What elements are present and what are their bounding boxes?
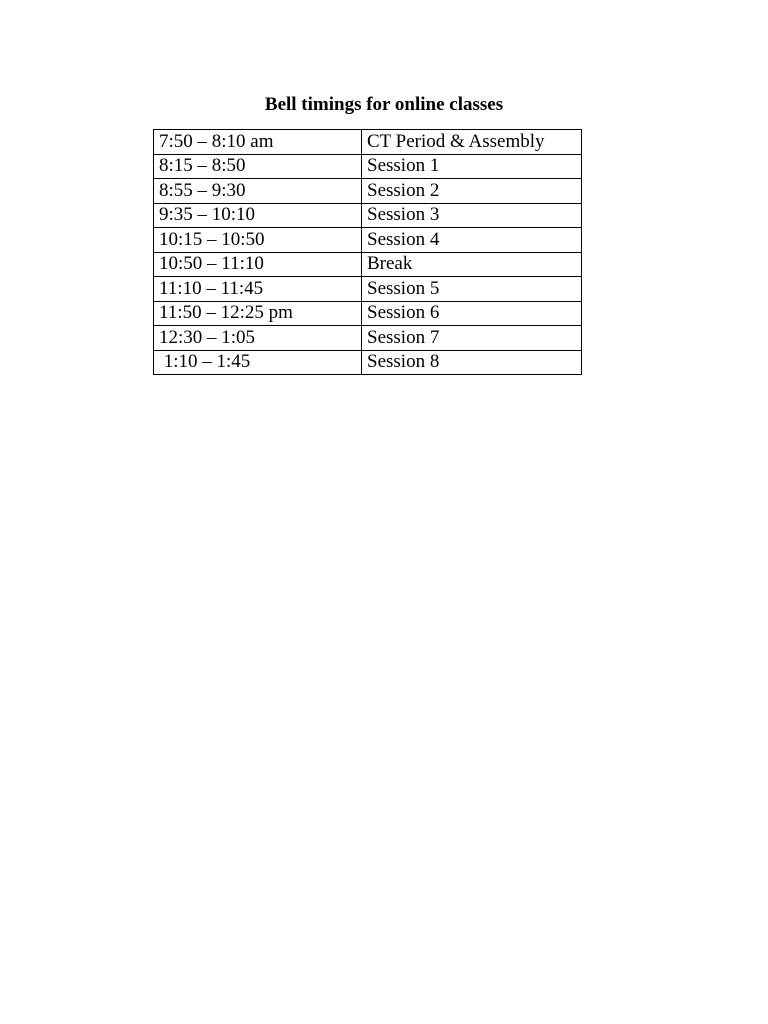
activity-cell: Session 4: [362, 228, 582, 253]
activity-cell: Session 2: [362, 179, 582, 204]
table-row: [154, 179, 582, 204]
time-cell: 10:50 – 11:10: [154, 252, 362, 277]
activity-cell: Break: [362, 252, 582, 277]
time-cell: 11:50 – 12:25 pm: [154, 301, 362, 326]
time-cell: 8:55 – 9:30: [154, 179, 362, 204]
activity-cell: Session 8: [362, 350, 582, 375]
page-title: Bell timings for online classes: [264, 94, 504, 115]
table-row: [154, 252, 582, 277]
activity-cell: Session 3: [362, 203, 582, 228]
time-cell: 12:30 – 1:05: [154, 326, 362, 351]
time-cell: 8:15 – 8:50: [154, 154, 362, 179]
table-row: [154, 326, 582, 351]
table-row: [154, 203, 582, 228]
table-row: [154, 228, 582, 253]
table-row: [154, 350, 582, 375]
activity-cell: CT Period & Assembly: [362, 130, 582, 155]
activity-cell: Session 5: [362, 277, 582, 302]
time-cell: 7:50 – 8:10 am: [154, 130, 362, 155]
table-row: [154, 277, 582, 302]
table-row: [154, 301, 582, 326]
time-cell: 9:35 – 10:10: [154, 203, 362, 228]
bell-timings-table: [153, 129, 582, 375]
time-cell: 11:10 – 11:45: [154, 277, 362, 302]
time-cell: 1:10 – 1:45: [154, 350, 362, 375]
table-row: [154, 154, 582, 179]
activity-cell: Session 6: [362, 301, 582, 326]
activity-cell: Session 1: [362, 154, 582, 179]
table-row: [154, 130, 582, 155]
activity-cell: Session 7: [362, 326, 582, 351]
time-cell: 10:15 – 10:50: [154, 228, 362, 253]
